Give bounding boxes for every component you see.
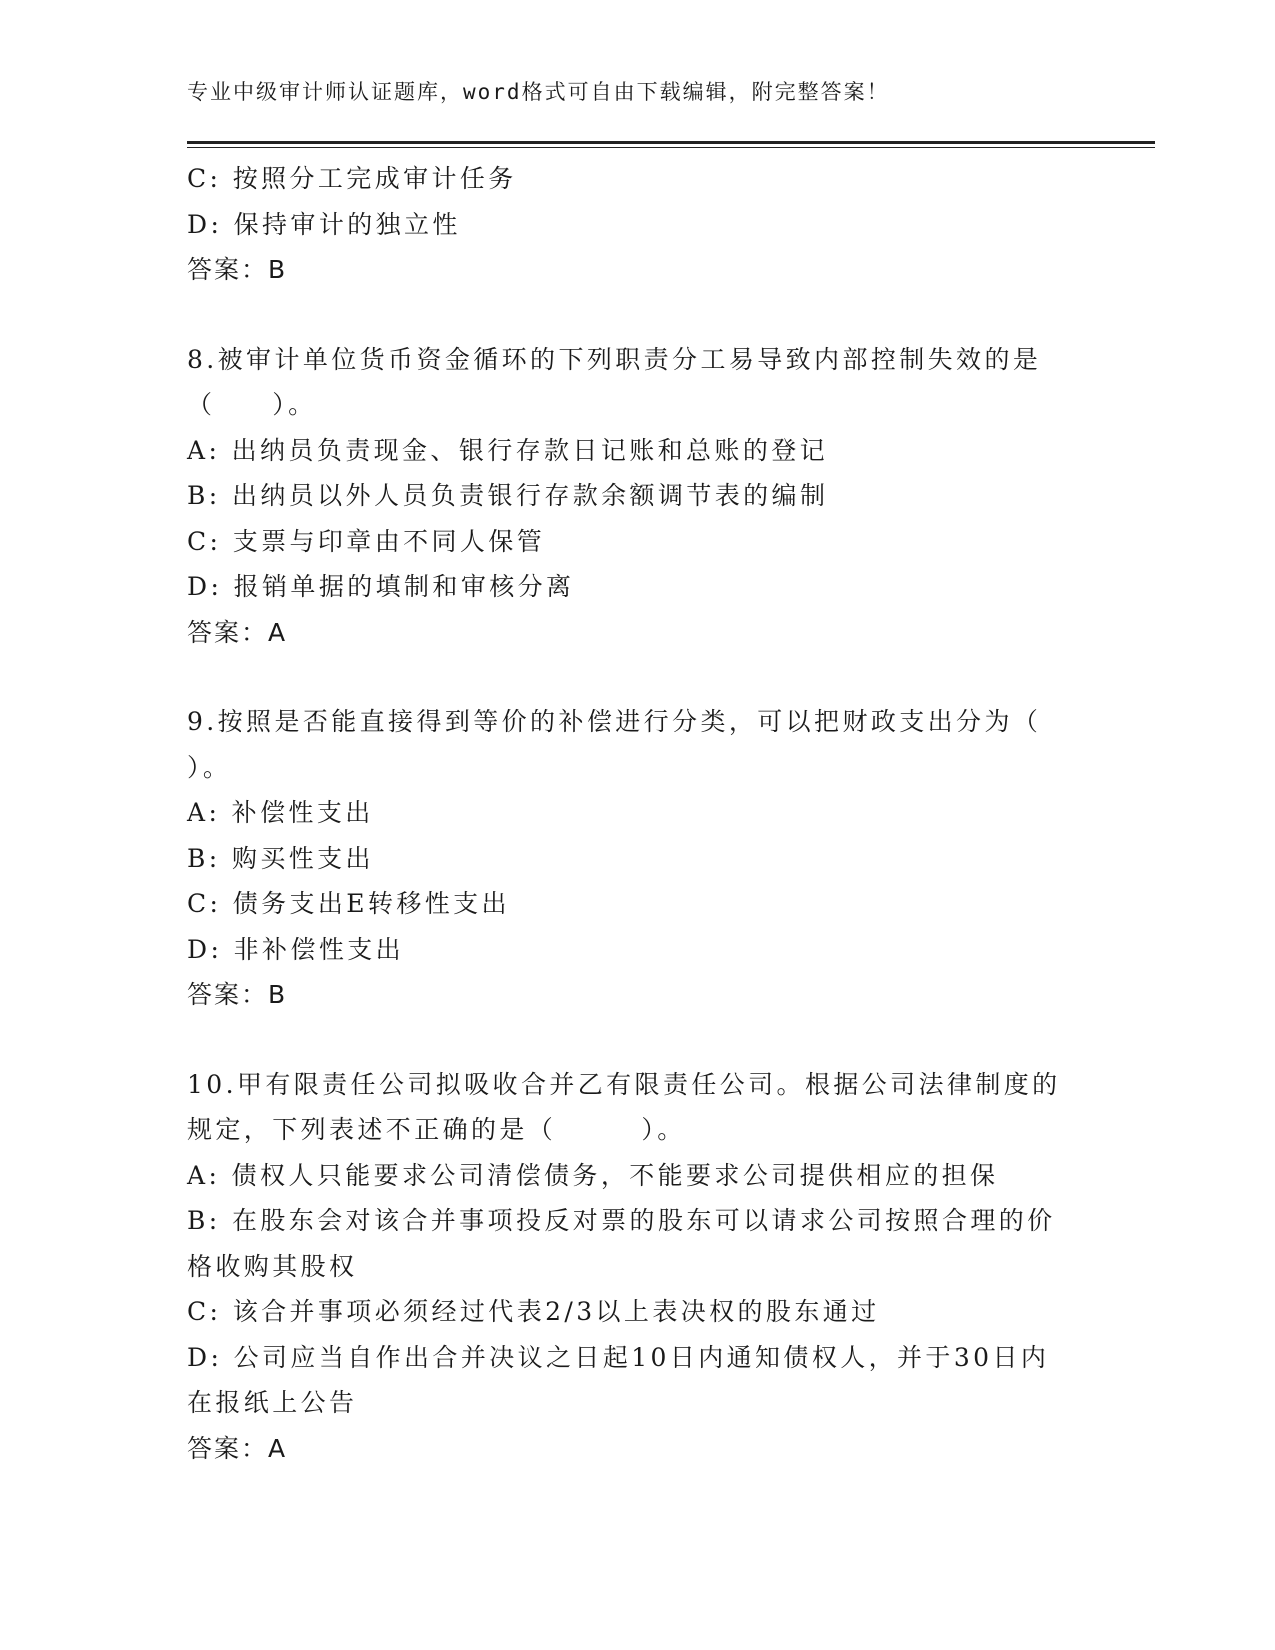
- option-c: C: 按照分工完成审计任务: [187, 164, 517, 193]
- header-divider-thin: [187, 147, 1155, 148]
- option-a: A: 补偿性支出: [187, 798, 374, 827]
- question-stem-cont: 规定，下列表述不正确的是（ ）。: [187, 1115, 686, 1144]
- option-b-cont: 格收购其股权: [187, 1251, 358, 1281]
- option-c: C: 支票与印章由不同人保管: [187, 526, 546, 556]
- document-body: [187, 156, 1087, 1471]
- option-a: A: 债权人只能要求公司清偿债务，不能要求公司提供相应的担保: [187, 1160, 999, 1190]
- option-d: D: 报销单据的填制和审核分离: [187, 572, 575, 601]
- question-stem-cont: （ ）。: [187, 390, 317, 419]
- option-d: D: 公司应当自作出合并决议之日起10日内通知债权人，并于30日内: [187, 1342, 1050, 1372]
- option-b: B: 在股东会对该合并事项投反对票的股东可以请求公司按照合理的价: [187, 1206, 1056, 1235]
- page-header: 专业中级审计师认证题库，word格式可自由下载编辑，附完整答案！: [187, 80, 890, 104]
- option-d: D: 保持审计的独立性: [187, 209, 461, 239]
- option-d-cont: 在报纸上公告: [187, 1388, 358, 1417]
- question-stem: 9.按照是否能直接得到等价的补偿进行分类，可以把财政支出分为（: [187, 707, 1042, 736]
- question-8: [187, 337, 1087, 656]
- question-stem: 10.甲有限责任公司拟吸收合并乙有限责任公司。根据公司法律制度的: [187, 1069, 1061, 1099]
- answer-line: 答案：A: [187, 617, 288, 647]
- option-c: C: 债务支出E转移性支出: [187, 889, 510, 918]
- question-stem-cont: ）。: [187, 752, 232, 782]
- option-b: B: 购买性支出: [187, 843, 374, 873]
- answer-line: 答案：B: [187, 255, 288, 284]
- option-d: D: 非补偿性支出: [187, 934, 405, 964]
- answer-line: 答案：B: [187, 980, 288, 1009]
- header-divider: [187, 141, 1155, 144]
- question-10: [187, 1062, 1087, 1472]
- option-b: B: 出纳员以外人员负责银行存款余额调节表的编制: [187, 481, 829, 510]
- carryover-block: [187, 156, 1087, 293]
- option-c: C: 该合并事项必须经过代表2/3以上表决权的股东通过: [187, 1297, 880, 1326]
- option-a: A: 出纳员负责现金、银行存款日记账和总账的登记: [187, 435, 829, 465]
- question-9: [187, 699, 1087, 1018]
- answer-line: 答案：A: [187, 1433, 288, 1463]
- question-stem: 8.被审计单位货币资金循环的下列职责分工易导致内部控制失效的是: [187, 344, 1042, 374]
